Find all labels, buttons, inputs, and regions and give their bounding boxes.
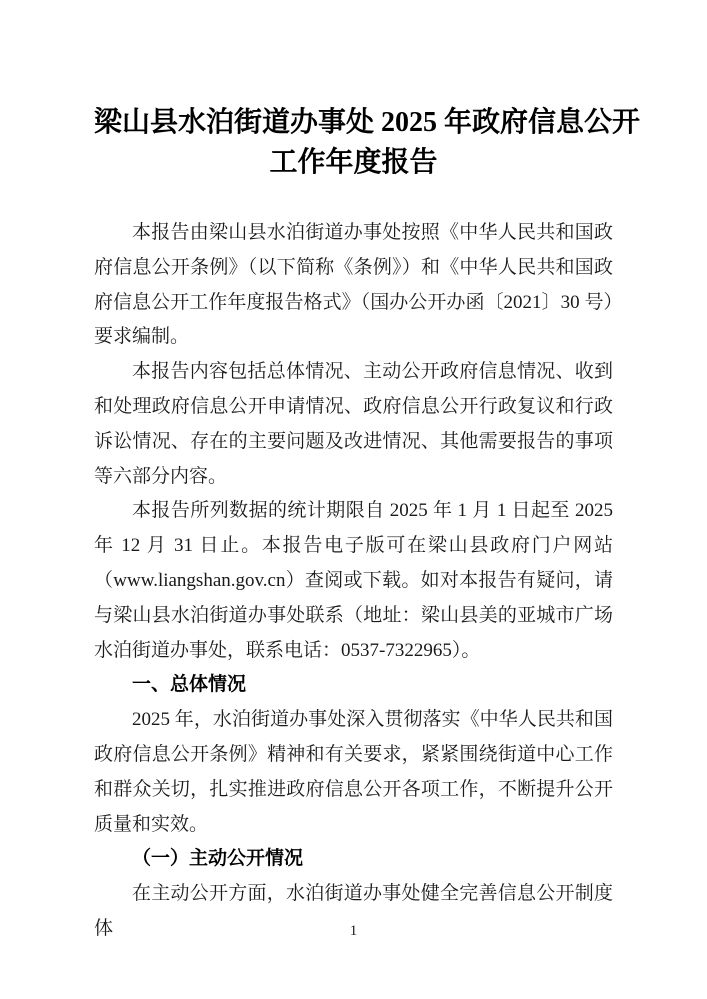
paragraph-statistics-period-and-contact: 本报告所列数据的统计期限自 2025 年 1 月 1 日起至 2025 年 12 月 31 日止。本报告电子版可在梁山县政府门户网站（www.liangshan.gov.cn）查阅或下载。如对本报告有疑问，请与梁山县水泊街道办事处联系（地址：梁山县美的亚城市广场水泊街道办事处，联系电话：0537-7322965）。	[94, 500, 613, 661]
page-number: 1	[349, 923, 358, 939]
document-title-line-2: 工作年度报告	[269, 147, 438, 178]
document-title	[94, 103, 641, 183]
paragraph-report-contents: 本报告内容包括总体情况、主动公开政府信息情况、收到和处理政府信息公开申请情况、政府信息公开行政复议和行政诉讼情况、存在的主要问题及改进情况、其他需要报告的事项等六部分内容。	[94, 361, 613, 487]
subsection-heading-proactive-disclosure: （一）主动公开情况	[132, 848, 304, 870]
paragraph-overall-situation: 2025 年，水泊街道办事处深入贯彻落实《中华人民共和国政府信息公开条例》精神和有关要求，紧紧围绕街道中心工作和群众关切，扎实推进政府信息公开各项工作，不断提升公开质量和实效。	[94, 709, 613, 835]
paragraph-proactive-disclosure-partial: 在主动公开方面，水泊街道办事处健全完善信息公开制度体	[94, 883, 613, 939]
section-heading-overall-situation: 一、总体情况	[132, 674, 247, 696]
paragraph-report-basis: 本报告由梁山县水泊街道办事处按照《中华人民共和国政府信息公开条例》（以下简称《条例》）和《中华人民共和国政府信息公开工作年度报告格式》（国办公开办函〔2021〕30 号）要求编制。	[94, 222, 613, 348]
document-title-line-1: 梁山县水泊街道办事处 2025 年政府信息公开	[94, 107, 641, 138]
